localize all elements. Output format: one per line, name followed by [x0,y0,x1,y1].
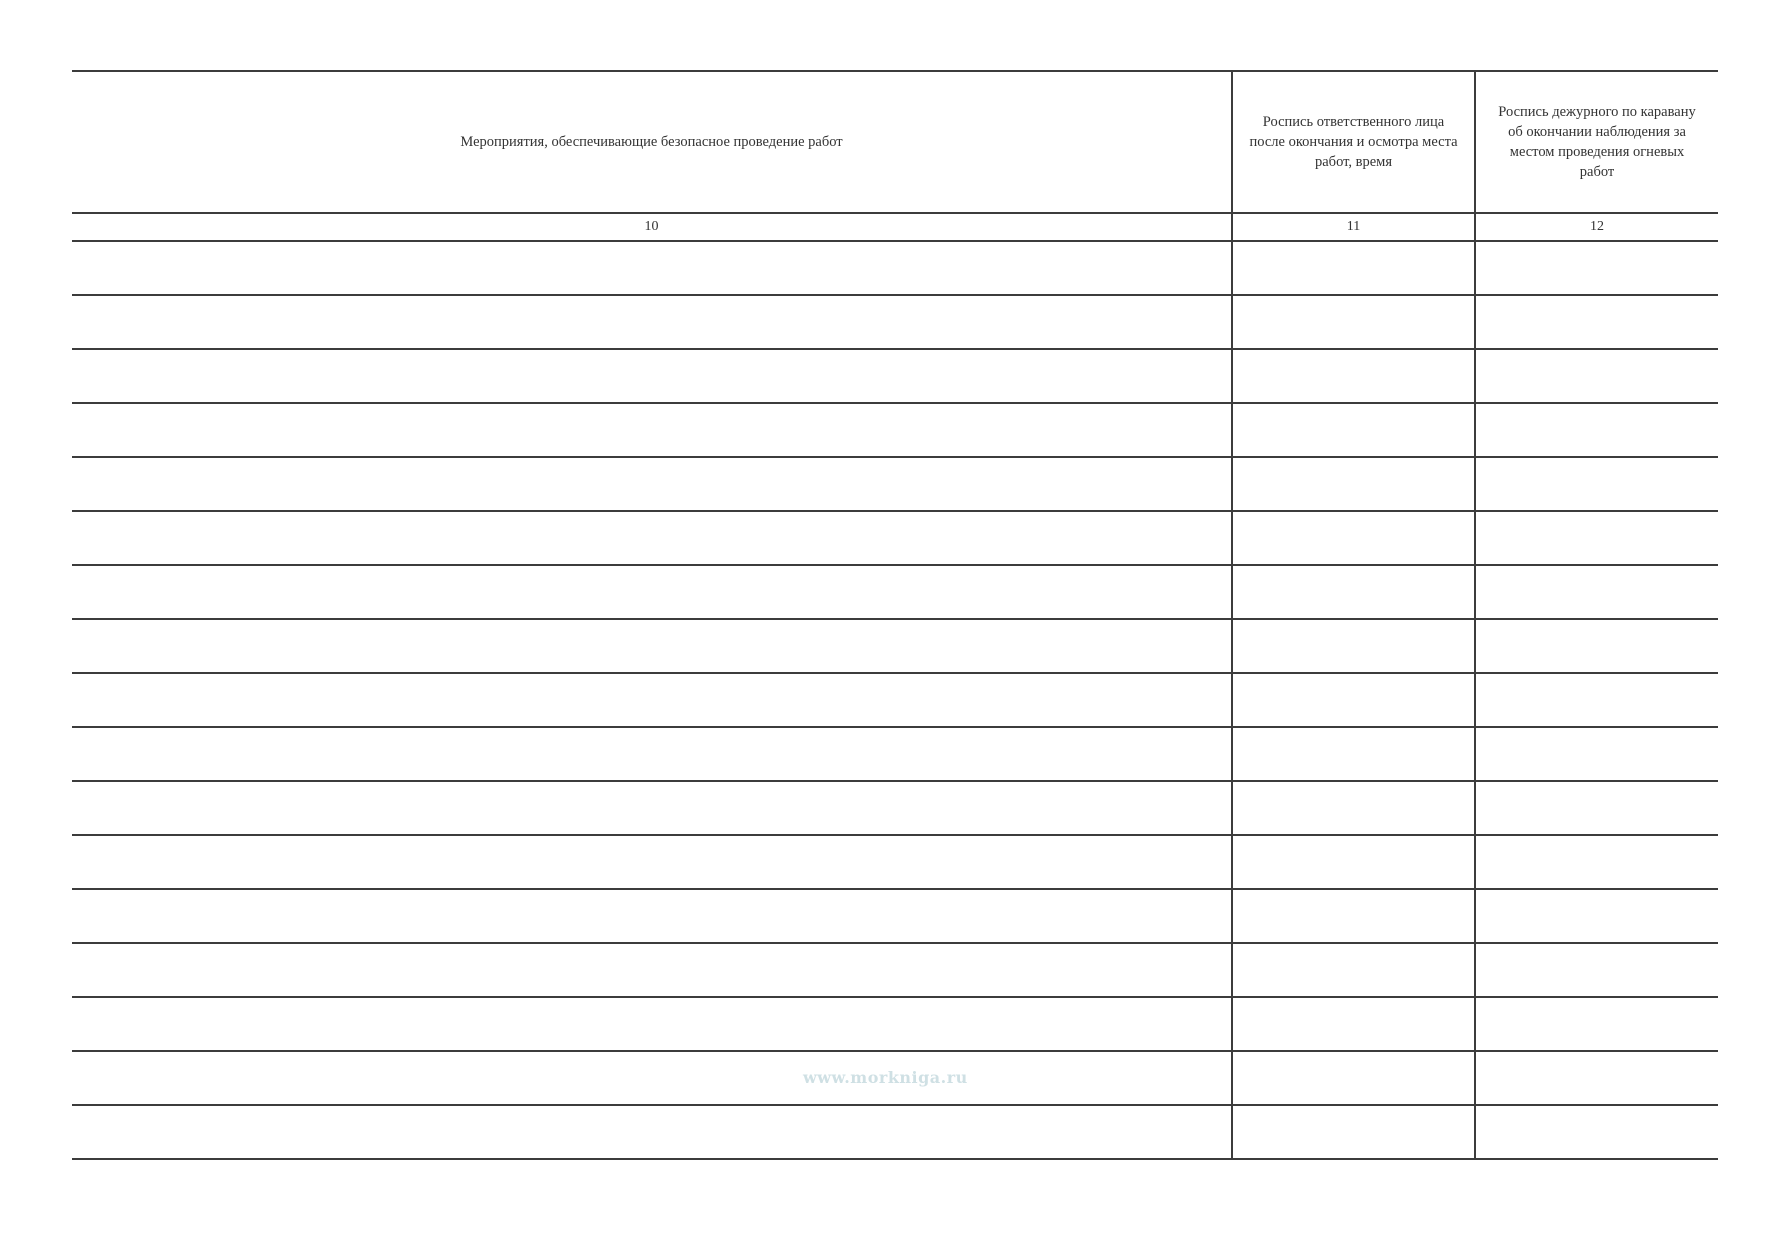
table-cell [72,889,1232,943]
table-cell [1475,565,1718,619]
table-cell [1232,457,1475,511]
table-cell [1475,1105,1718,1159]
table-cell [72,1105,1232,1159]
table-cell [72,241,1232,295]
table-cell [1475,349,1718,403]
table-cell [1232,889,1475,943]
table-row [72,943,1718,997]
table-cell [1475,943,1718,997]
table-cell [72,1051,1232,1105]
table-row [72,781,1718,835]
table-cell [72,511,1232,565]
table-row [72,349,1718,403]
table-cell [1475,511,1718,565]
header-label-measures: Мероприятия, обеспечивающие безопасное проведение работ [460,134,843,150]
table-cell [1475,727,1718,781]
table-cell [1232,403,1475,457]
table-row [72,565,1718,619]
table-cell [1232,619,1475,673]
table-cell [72,673,1232,727]
table-cell [72,781,1232,835]
table-cell [1232,943,1475,997]
table-cell [72,349,1232,403]
table-cell [1232,565,1475,619]
table-cell [1475,403,1718,457]
table-cell [1475,673,1718,727]
table-cell [1475,997,1718,1051]
table-cell [72,727,1232,781]
table-cell [1232,511,1475,565]
column-number: 11 [1232,213,1475,241]
table-row [72,673,1718,727]
table-cell [72,835,1232,889]
journal-page [72,70,1718,1160]
table-cell [1232,727,1475,781]
table-cell [1475,1051,1718,1105]
table-cell [72,619,1232,673]
table-cell [1475,241,1718,295]
table-cell [72,403,1232,457]
table-cell [1475,835,1718,889]
journal-body [72,241,1718,1159]
table-cell [1232,835,1475,889]
table-cell [1475,619,1718,673]
table-row [72,295,1718,349]
table-cell [1232,781,1475,835]
table-cell [72,457,1232,511]
table-cell [1475,457,1718,511]
table-row [72,889,1718,943]
column-number-row [72,213,1718,241]
table-cell [1232,997,1475,1051]
table-cell [1232,1105,1475,1159]
table-cell [1232,349,1475,403]
header-label-duty-signature: Роспись дежурного по каравану об окончании наблюдения за местом проведения огневых работ [1498,104,1696,180]
column-number: 12 [1475,213,1718,241]
table-cell [1475,889,1718,943]
table-row [72,835,1718,889]
table-row [72,997,1718,1051]
table-cell [72,997,1232,1051]
table-row [72,511,1718,565]
table-row [72,619,1718,673]
journal-table [72,70,1718,1160]
table-cell [1475,295,1718,349]
table-cell [1232,1051,1475,1105]
header-row [72,71,1718,213]
table-row [72,727,1718,781]
table-cell [1232,295,1475,349]
table-cell [72,565,1232,619]
table-row [72,241,1718,295]
watermark: www.morkniga.ru [803,1068,968,1087]
header-label-responsible-signature: Роспись ответственного лица после окончания и осмотра места работ, время [1249,114,1458,170]
table-cell [1232,673,1475,727]
table-cell [1232,241,1475,295]
header-cell-duty-signature [1475,71,1718,213]
column-number: 10 [72,213,1232,241]
table-row [72,1105,1718,1159]
table-cell [1475,781,1718,835]
header-cell-measures [72,71,1232,213]
header-cell-responsible-signature [1232,71,1475,213]
table-cell [72,295,1232,349]
table-cell [72,943,1232,997]
table-row [72,403,1718,457]
table-row [72,457,1718,511]
